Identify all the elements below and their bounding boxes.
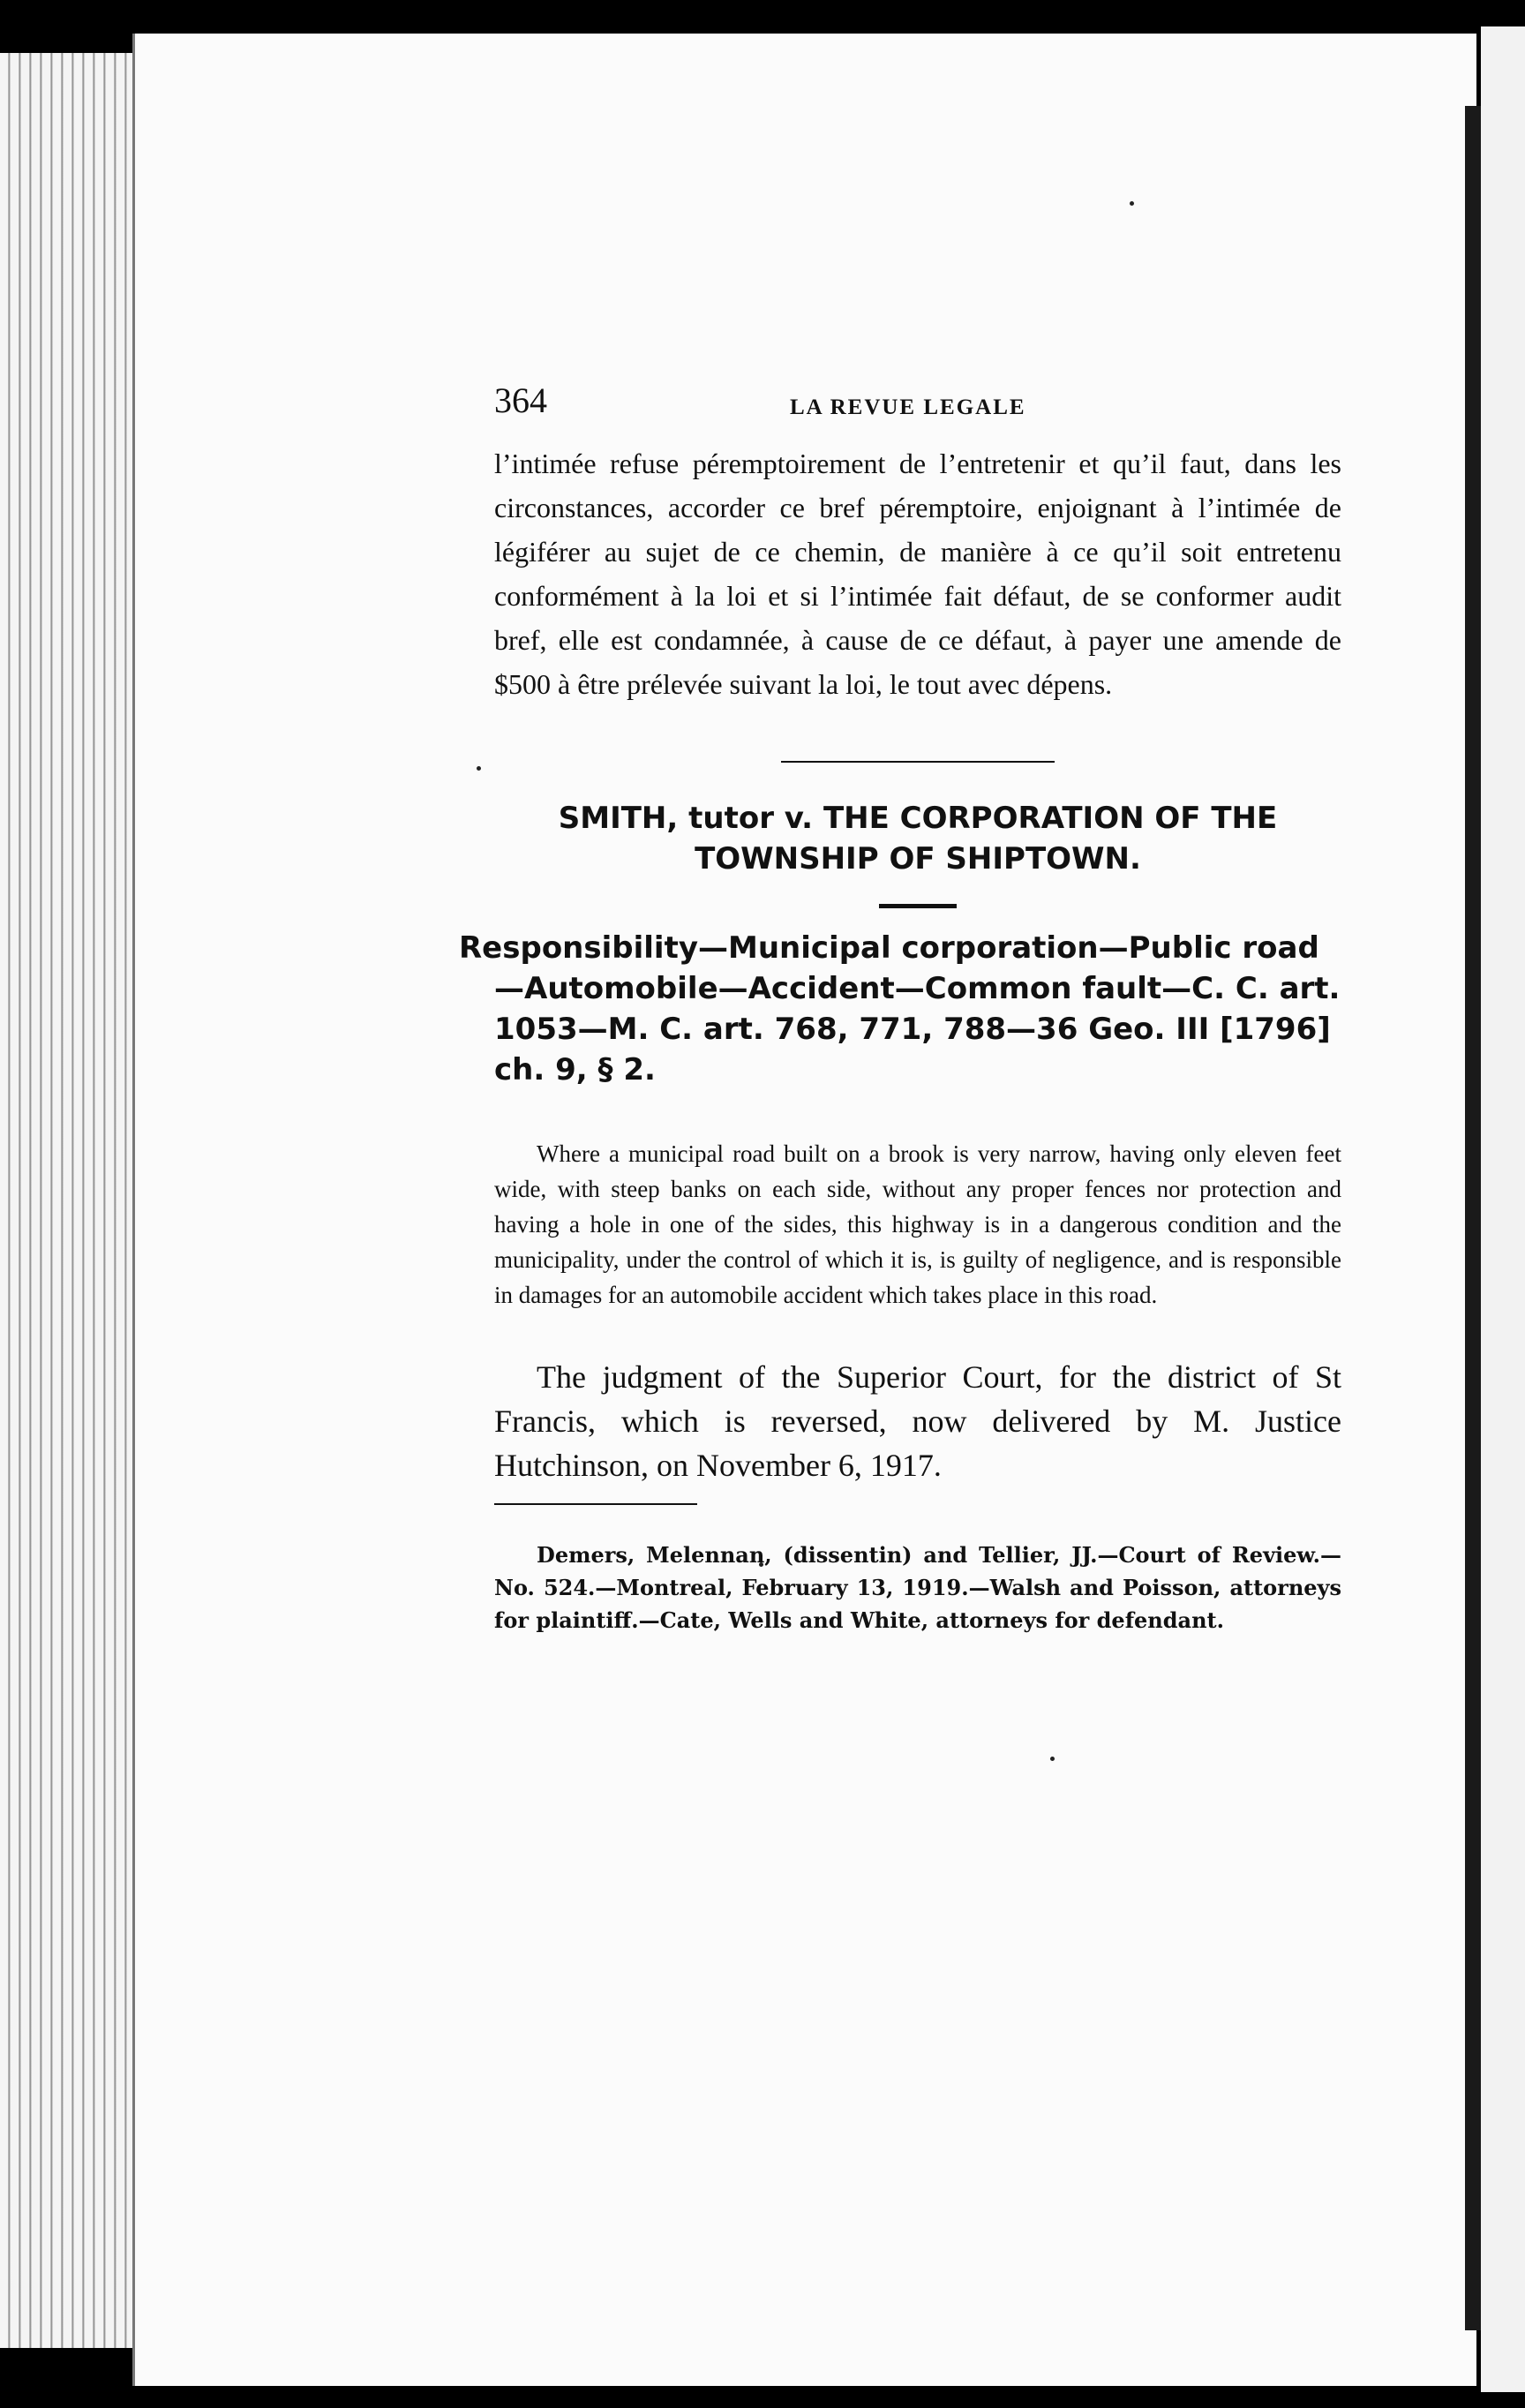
title-rule [879,904,957,908]
case-title: SMITH, tutor v. THE CORPORATION OF THE TOWNSHIP OF SHIPTOWN. [558,801,1278,877]
page-header [494,380,1341,441]
case-footnote: Demers, Melennan, (dissentin) and Tellier, JJ.—Court of Review.—No. 524.—Montreal, February 13, 1919.—Walsh and Poisson, attorneys for plaintiff.—Cate, Wells and White, attorneys for defendant. [494,1542,1341,1633]
running-head: LA REVUE LEGALE [790,395,1026,419]
print-speck [1050,1757,1055,1761]
preceding-case-conclusion: l’intimée refuse péremptoirement de l’entretenir et qu’il faut, dans les circonstances, accorder ce bref péremptoire, enjoignant à l’intimée de légiférer au sujet de ce chemin, de manière à ce qu’il soit entretenu conformément à la loi et si l’intimée fait défaut, de se conformer audit bref, elle est condamnée, à cause de ce défaut, à payer une amende de $500 à être prélevée suivant la loi, le tout avec dépens. [494,448,1341,700]
facing-page-edge [1481,26,1525,2392]
page-number: 364 [494,380,547,420]
judgment-intro: The judgment of the Superior Court, for the district of St Francis, which is reversed, now delivered by M. Justice Hutchinson, on November 6, 1917. [494,1359,1341,1483]
print-speck [477,766,481,771]
case-summary: Where a municipal road built on a brook is very narrow, having only eleven feet wide, with steep banks on each side, without any proper fences nor protection and having a hole in one of the sides, this highway is in a dangerous condition and the municipality, under the control of which it is, is guilty of negligence, and is responsible in damages for an automobile accident which takes place in this road. [494,1140,1341,1308]
case-headnote: Responsibility—Municipal corporation—Public road —Automobile—Accident—Common fault—C. C. art. 1053—M. C. art. 768, 771, 788—36 Geo. III [1796] ch. 9, § 2. [459,930,1341,1087]
section-divider [781,761,1055,763]
book-spine-shadow [1465,106,1481,2330]
print-speck [1130,201,1134,206]
footnote-rule [494,1503,697,1505]
page-text-block [459,380,1341,1637]
